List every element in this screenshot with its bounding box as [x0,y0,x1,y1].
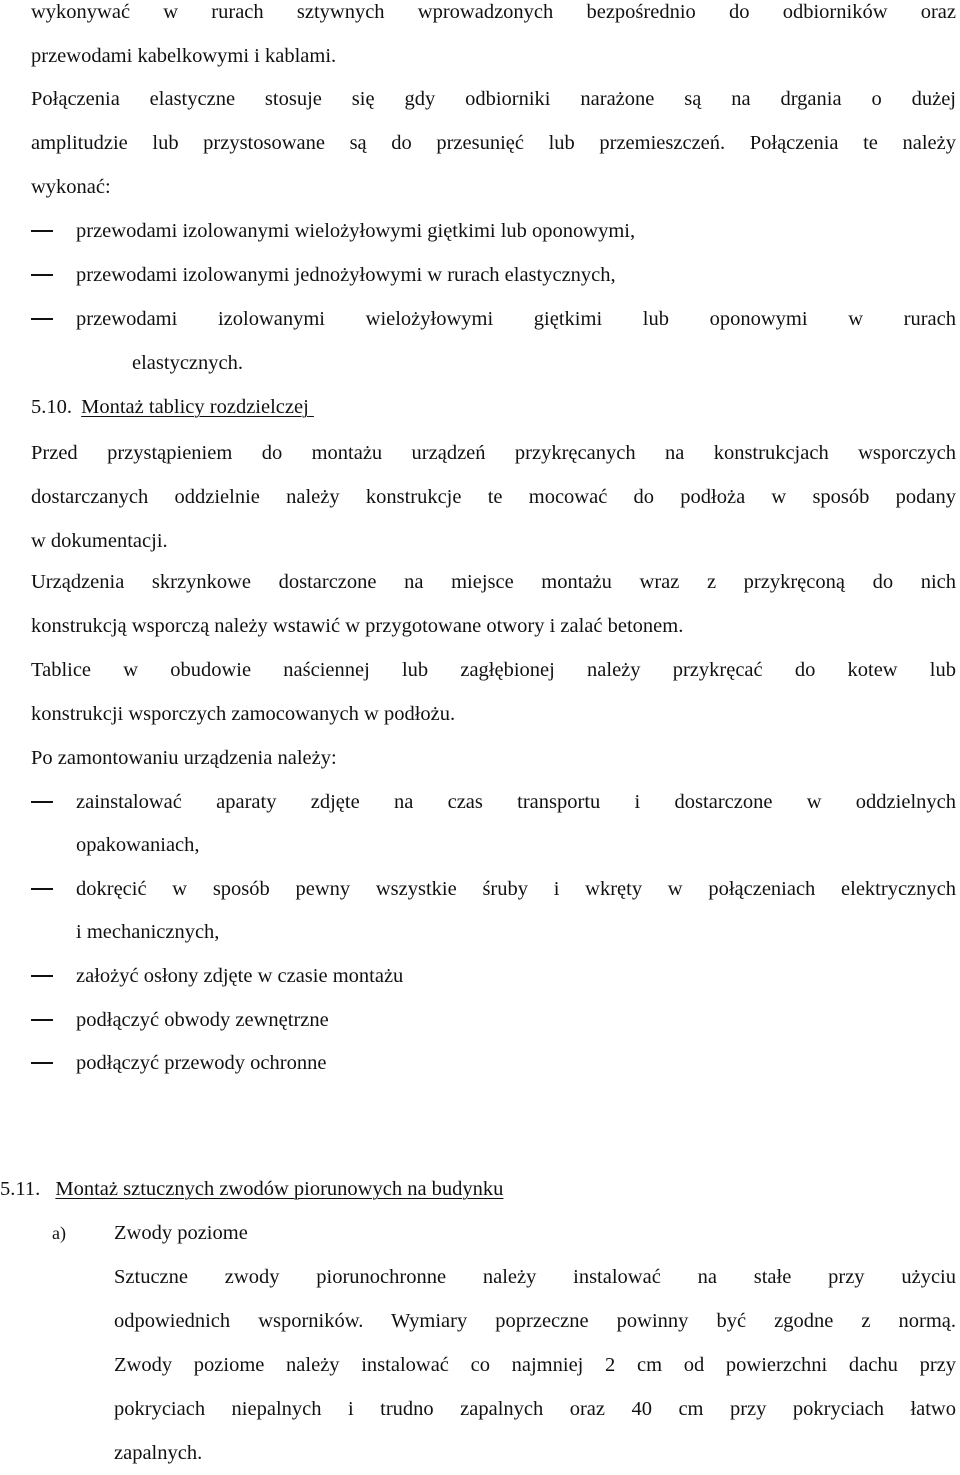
text-line: w dokumentacji. [31,530,168,552]
text-line: Tablice w obudowie naściennej lub zagłębionej należy przykręcać do kotew lub [31,659,956,681]
text-line: Po zamontowaniu urządzenia należy: [31,747,337,769]
dash-bullet [31,230,53,232]
dash-bullet [31,975,53,977]
list-item-text: podłączyć przewody ochronne [76,1052,327,1074]
text-line: Przed przystąpieniem do montażu urządzeń przykręcanych na konstrukcjach wsporczych [31,442,956,464]
list-item-text: przewodami izolowanymi jednożyłowymi w rurach elastycznych, [76,264,616,286]
paragraph-urzadzenia [31,560,956,648]
section-heading-5-10 [31,385,314,429]
text-line: Sztuczne zwody piorunochronne należy instalować na stałe przy użyciu [114,1266,956,1288]
list-item-text: opakowaniach, [76,834,200,856]
dash-bullet [31,274,53,276]
text-line: Urządzenia skrzynkowe dostarczone na miejsce montażu wraz z przykręconą do nich [31,571,956,593]
subsection-title: Zwody poziome [114,1222,248,1244]
paragraph-tablice [31,648,956,736]
list-item-text: dokręcić w sposób pewny wszystkie śruby i wkręty w połączeniach elektrycznych [76,878,956,900]
dash-bullet [31,801,53,803]
text-line: pokryciach niepalnych i trudno zapalnych oraz 40 cm przy pokryciach łatwo [114,1398,956,1420]
paragraph-po-zamontowaniu [31,736,956,780]
list-item-text: założyć osłony zdjęte w czasie montażu [76,965,404,987]
dash-bullet [31,888,53,890]
paragraph-continuation [31,0,956,78]
section-number: 5.11. [0,1178,41,1200]
list-item-text: przewodami izolowanymi wielożyłowymi giętkimi lub oponowymi w rurach [76,308,956,330]
text-line: zapalnych. [114,1442,203,1464]
list-item-text: zainstalować aparaty zdjęte na czas transportu i dostarczone w oddzielnych [76,791,956,813]
list-item-text: podłączyć obwody zewnętrzne [76,1009,329,1031]
paragraph-przed [31,431,956,563]
dash-bullet [31,1019,53,1021]
list-item-text: elastycznych. [132,352,243,374]
text-line: odpowiednich wsporników. Wymiary poprzeczne powinny być zgodne z normą. [114,1310,956,1332]
text-line: wykonać: [31,176,111,198]
text-line: przewodami kabelkowymi i kablami. [31,45,337,67]
text-line: konstrukcją wsporczą należy wstawić w przygotowane otwory i zalać betonem. [31,615,684,637]
subsection-marker: a) [52,1223,66,1243]
paragraph-sztuczne-zwody [114,1255,956,1475]
dash-bullet [31,1062,53,1064]
section-title: Montaż sztucznych zwodów piorunowych na budynku [55,1178,504,1200]
section-title: Montaż tablicy rozdzielczej [81,396,309,418]
section-number: 5.10. [31,396,72,418]
text-line: konstrukcji wsporczych zamocowanych w podłożu. [31,703,456,725]
list-item-text: i mechanicznych, [76,921,220,943]
section-heading-5-11 [0,1167,503,1211]
text-line: Zwody poziome należy instalować co najmniej 2 cm od powierzchni dachu przy [114,1354,956,1376]
paragraph-elastic-connections [31,77,956,209]
dash-bullet [31,318,53,320]
text-line: wykonywać w rurach sztywnych wprowadzonych bezpośrednio do odbiorników oraz [31,1,956,23]
text-line: amplitudzie lub przystosowane są do przesunięć lub przemieszczeń. Połączenia te należy [31,132,956,154]
text-line: dostarczanych oddzielnie należy konstrukcje te mocować do podłoża w sposób podany [31,486,956,508]
text-line: Połączenia elastyczne stosuje się gdy odbiorniki narażone są na drgania o dużej [31,88,956,110]
list-item-text: przewodami izolowanymi wielożyłowymi giętkimi lub oponowymi, [76,220,636,242]
